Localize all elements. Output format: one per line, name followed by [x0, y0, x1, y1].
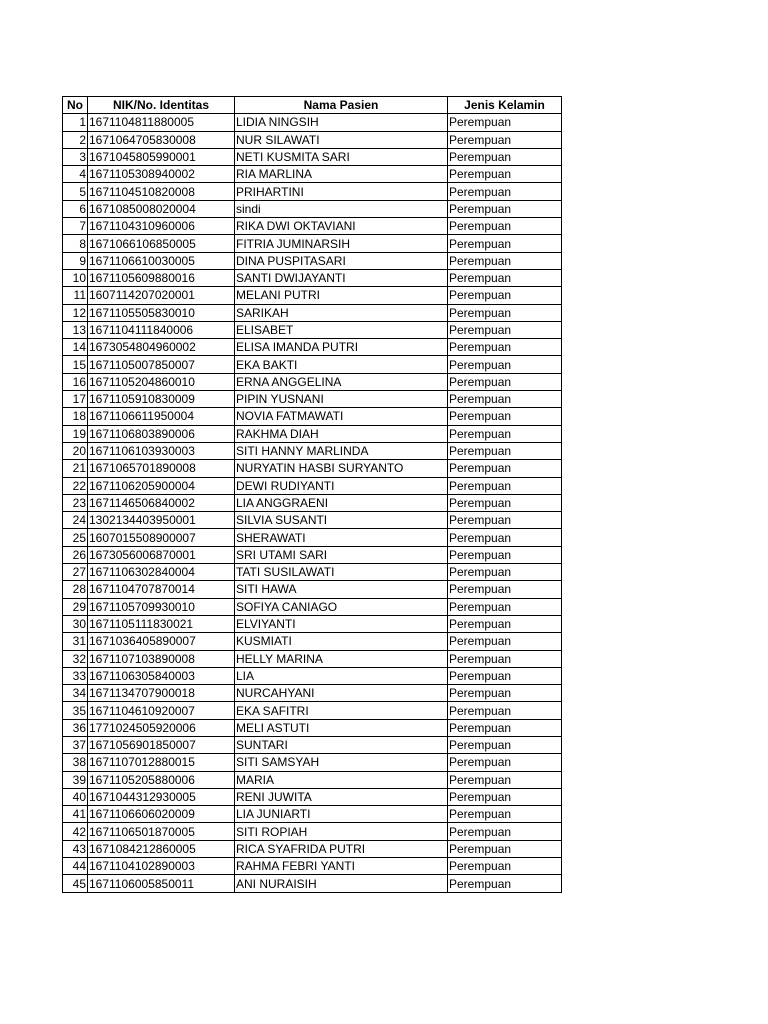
cell-jenis-kelamin: Perempuan [448, 685, 562, 702]
table-row [63, 460, 562, 477]
cell-nama-pasien: SITI HANNY MARLINDA [235, 442, 448, 459]
patient-table [62, 96, 562, 893]
cell-jenis-kelamin: Perempuan [448, 252, 562, 269]
cell-jenis-kelamin: Perempuan [448, 771, 562, 788]
header-jenis-kelamin: Jenis Kelamin [448, 97, 562, 114]
cell-no: 1 [63, 114, 88, 131]
cell-no: 45 [63, 875, 88, 892]
header-no: No [63, 97, 88, 114]
cell-jenis-kelamin: Perempuan [448, 200, 562, 217]
cell-no: 12 [63, 304, 88, 321]
cell-nik: 1671105609880016 [88, 269, 235, 286]
cell-nik: 1671084212860005 [88, 840, 235, 857]
table-row [63, 442, 562, 459]
cell-no: 37 [63, 736, 88, 753]
cell-no: 13 [63, 321, 88, 338]
cell-nama-pasien: SARIKAH [235, 304, 448, 321]
table-row [63, 408, 562, 425]
cell-jenis-kelamin: Perempuan [448, 235, 562, 252]
cell-nik: 1671107012880015 [88, 754, 235, 771]
table-row [63, 806, 562, 823]
cell-no: 21 [63, 460, 88, 477]
cell-nama-pasien: TATI SUSILAWATI [235, 564, 448, 581]
cell-nama-pasien: SOFIYA CANIAGO [235, 598, 448, 615]
table-row [63, 858, 562, 875]
cell-nama-pasien: LIDIA NINGSIH [235, 114, 448, 131]
cell-jenis-kelamin: Perempuan [448, 546, 562, 563]
cell-nik: 1671106606020009 [88, 806, 235, 823]
table-row [63, 235, 562, 252]
cell-nama-pasien: DINA PUSPITASARI [235, 252, 448, 269]
cell-no: 27 [63, 564, 88, 581]
table-body [63, 114, 562, 892]
cell-no: 10 [63, 269, 88, 286]
cell-nik: 1671104510820008 [88, 183, 235, 200]
cell-jenis-kelamin: Perempuan [448, 166, 562, 183]
cell-no: 29 [63, 598, 88, 615]
table-row [63, 615, 562, 632]
cell-nama-pasien: PRIHARTINI [235, 183, 448, 200]
cell-no: 15 [63, 356, 88, 373]
table-row [63, 529, 562, 546]
cell-nama-pasien: LIA ANGGRAENI [235, 494, 448, 511]
cell-jenis-kelamin: Perempuan [448, 788, 562, 805]
table-row [63, 391, 562, 408]
cell-nama-pasien: ELISABET [235, 321, 448, 338]
cell-no: 24 [63, 512, 88, 529]
cell-jenis-kelamin: Perempuan [448, 356, 562, 373]
table-row [63, 114, 562, 131]
cell-nama-pasien: LIA [235, 667, 448, 684]
table-row [63, 183, 562, 200]
cell-nama-pasien: SITI HAWA [235, 581, 448, 598]
cell-no: 8 [63, 235, 88, 252]
cell-nik: 1671105910830009 [88, 391, 235, 408]
cell-nama-pasien: SANTI DWIJAYANTI [235, 269, 448, 286]
cell-jenis-kelamin: Perempuan [448, 719, 562, 736]
table-row [63, 494, 562, 511]
cell-no: 28 [63, 581, 88, 598]
cell-nik: 1671066106850005 [88, 235, 235, 252]
table-row [63, 702, 562, 719]
cell-no: 2 [63, 131, 88, 148]
table-row [63, 546, 562, 563]
cell-nik: 1673054804960002 [88, 339, 235, 356]
table-row [63, 512, 562, 529]
header-row [63, 97, 562, 114]
table-row [63, 321, 562, 338]
cell-jenis-kelamin: Perempuan [448, 650, 562, 667]
cell-nik: 1771024505920006 [88, 719, 235, 736]
cell-nik: 1671134707900018 [88, 685, 235, 702]
cell-no: 40 [63, 788, 88, 805]
cell-no: 4 [63, 166, 88, 183]
cell-no: 32 [63, 650, 88, 667]
cell-nama-pasien: ANI NURAISIH [235, 875, 448, 892]
cell-nama-pasien: HELLY MARINA [235, 650, 448, 667]
table-row [63, 633, 562, 650]
cell-no: 9 [63, 252, 88, 269]
table-row [63, 269, 562, 286]
cell-no: 18 [63, 408, 88, 425]
cell-jenis-kelamin: Perempuan [448, 512, 562, 529]
cell-nik: 1302134403950001 [88, 512, 235, 529]
cell-nik: 1671106305840003 [88, 667, 235, 684]
cell-nama-pasien: NETI KUSMITA SARI [235, 148, 448, 165]
cell-jenis-kelamin: Perempuan [448, 131, 562, 148]
cell-nama-pasien: DEWI RUDIYANTI [235, 477, 448, 494]
table-row [63, 218, 562, 235]
table-row [63, 148, 562, 165]
cell-nik: 1671104310960006 [88, 218, 235, 235]
table-row [63, 685, 562, 702]
cell-no: 44 [63, 858, 88, 875]
cell-nik: 1671106611950004 [88, 408, 235, 425]
cell-no: 17 [63, 391, 88, 408]
table-row [63, 425, 562, 442]
cell-nik: 1671065701890008 [88, 460, 235, 477]
cell-nama-pasien: sindi [235, 200, 448, 217]
cell-nik: 1671106803890006 [88, 425, 235, 442]
cell-jenis-kelamin: Perempuan [448, 633, 562, 650]
cell-nik: 1671105007850007 [88, 356, 235, 373]
cell-no: 22 [63, 477, 88, 494]
cell-jenis-kelamin: Perempuan [448, 529, 562, 546]
cell-no: 30 [63, 615, 88, 632]
cell-nik: 1671105308940002 [88, 166, 235, 183]
cell-jenis-kelamin: Perempuan [448, 391, 562, 408]
cell-jenis-kelamin: Perempuan [448, 304, 562, 321]
cell-nik: 1671105205880006 [88, 771, 235, 788]
cell-no: 7 [63, 218, 88, 235]
cell-nama-pasien: RICA SYAFRIDA PUTRI [235, 840, 448, 857]
cell-no: 11 [63, 287, 88, 304]
cell-nik: 1671056901850007 [88, 736, 235, 753]
cell-nik: 1671044312930005 [88, 788, 235, 805]
cell-jenis-kelamin: Perempuan [448, 754, 562, 771]
cell-no: 35 [63, 702, 88, 719]
cell-nik: 1673056006870001 [88, 546, 235, 563]
cell-nama-pasien: RIA MARLINA [235, 166, 448, 183]
cell-no: 19 [63, 425, 88, 442]
cell-nik: 1671085008020004 [88, 200, 235, 217]
table-row [63, 823, 562, 840]
cell-nama-pasien: SITI ROPIAH [235, 823, 448, 840]
table-row [63, 840, 562, 857]
cell-jenis-kelamin: Perempuan [448, 806, 562, 823]
cell-no: 3 [63, 148, 88, 165]
header-nama-pasien: Nama Pasien [235, 97, 448, 114]
table-row [63, 875, 562, 892]
cell-no: 14 [63, 339, 88, 356]
cell-nik: 1671106005850011 [88, 875, 235, 892]
cell-no: 5 [63, 183, 88, 200]
cell-nik: 1607114207020001 [88, 287, 235, 304]
cell-nama-pasien: SRI UTAMI SARI [235, 546, 448, 563]
table-row [63, 754, 562, 771]
table-row [63, 719, 562, 736]
cell-jenis-kelamin: Perempuan [448, 287, 562, 304]
cell-nik: 1671036405890007 [88, 633, 235, 650]
cell-no: 16 [63, 373, 88, 390]
table-row [63, 564, 562, 581]
header-nik: NIK/No. Identitas [88, 97, 235, 114]
cell-nik: 1671106205900004 [88, 477, 235, 494]
cell-nama-pasien: MARIA [235, 771, 448, 788]
cell-nama-pasien: RAKHMA DIAH [235, 425, 448, 442]
cell-jenis-kelamin: Perempuan [448, 598, 562, 615]
cell-no: 39 [63, 771, 88, 788]
table-row [63, 650, 562, 667]
cell-no: 38 [63, 754, 88, 771]
cell-jenis-kelamin: Perempuan [448, 114, 562, 131]
cell-no: 42 [63, 823, 88, 840]
table-row [63, 200, 562, 217]
table-row [63, 581, 562, 598]
table-row [63, 304, 562, 321]
cell-nama-pasien: RAHMA FEBRI YANTI [235, 858, 448, 875]
table-row [63, 166, 562, 183]
cell-nik: 1671104610920007 [88, 702, 235, 719]
cell-jenis-kelamin: Perempuan [448, 564, 562, 581]
cell-no: 6 [63, 200, 88, 217]
cell-nama-pasien: RENI JUWITA [235, 788, 448, 805]
cell-jenis-kelamin: Perempuan [448, 736, 562, 753]
cell-no: 26 [63, 546, 88, 563]
cell-nama-pasien: ELVIYANTI [235, 615, 448, 632]
cell-jenis-kelamin: Perempuan [448, 494, 562, 511]
table-row [63, 339, 562, 356]
cell-nik: 1671106610030005 [88, 252, 235, 269]
cell-nama-pasien: EKA SAFITRI [235, 702, 448, 719]
cell-nik: 1671106501870005 [88, 823, 235, 840]
table-row [63, 287, 562, 304]
cell-jenis-kelamin: Perempuan [448, 269, 562, 286]
cell-nama-pasien: NURCAHYANI [235, 685, 448, 702]
table-row [63, 373, 562, 390]
cell-jenis-kelamin: Perempuan [448, 339, 562, 356]
table-row [63, 598, 562, 615]
cell-jenis-kelamin: Perempuan [448, 702, 562, 719]
cell-nik: 1671105204860010 [88, 373, 235, 390]
cell-jenis-kelamin: Perempuan [448, 823, 562, 840]
cell-nama-pasien: PIPIN YUSNANI [235, 391, 448, 408]
cell-no: 20 [63, 442, 88, 459]
cell-no: 23 [63, 494, 88, 511]
cell-nama-pasien: SHERAWATI [235, 529, 448, 546]
cell-no: 25 [63, 529, 88, 546]
cell-no: 36 [63, 719, 88, 736]
cell-nama-pasien: MELI ASTUTI [235, 719, 448, 736]
cell-nama-pasien: NURYATIN HASBI SURYANTO [235, 460, 448, 477]
cell-nik: 1671106302840004 [88, 564, 235, 581]
cell-nik: 1607015508900007 [88, 529, 235, 546]
cell-nik: 1671104811880005 [88, 114, 235, 131]
cell-jenis-kelamin: Perempuan [448, 615, 562, 632]
cell-nik: 1671107103890008 [88, 650, 235, 667]
cell-jenis-kelamin: Perempuan [448, 667, 562, 684]
cell-nik: 1671146506840002 [88, 494, 235, 511]
cell-nik: 1671105709930010 [88, 598, 235, 615]
cell-nama-pasien: RIKA DWI OKTAVIANI [235, 218, 448, 235]
table-row [63, 131, 562, 148]
cell-jenis-kelamin: Perempuan [448, 148, 562, 165]
cell-jenis-kelamin: Perempuan [448, 373, 562, 390]
cell-nama-pasien: LIA JUNIARTI [235, 806, 448, 823]
cell-nama-pasien: MELANI PUTRI [235, 287, 448, 304]
cell-nama-pasien: EKA BAKTI [235, 356, 448, 373]
cell-jenis-kelamin: Perempuan [448, 477, 562, 494]
cell-nama-pasien: KUSMIATI [235, 633, 448, 650]
cell-jenis-kelamin: Perempuan [448, 875, 562, 892]
cell-jenis-kelamin: Perempuan [448, 581, 562, 598]
cell-jenis-kelamin: Perempuan [448, 840, 562, 857]
cell-nik: 1671105505830010 [88, 304, 235, 321]
cell-jenis-kelamin: Perempuan [448, 321, 562, 338]
table-row [63, 736, 562, 753]
cell-nik: 1671045805990001 [88, 148, 235, 165]
cell-nama-pasien: NOVIA FATMAWATI [235, 408, 448, 425]
cell-jenis-kelamin: Perempuan [448, 442, 562, 459]
cell-jenis-kelamin: Perempuan [448, 858, 562, 875]
cell-jenis-kelamin: Perempuan [448, 460, 562, 477]
cell-nik: 1671104707870014 [88, 581, 235, 598]
cell-nama-pasien: ERNA ANGGELINA [235, 373, 448, 390]
cell-jenis-kelamin: Perempuan [448, 218, 562, 235]
cell-jenis-kelamin: Perempuan [448, 183, 562, 200]
cell-nik: 1671104102890003 [88, 858, 235, 875]
cell-nama-pasien: NUR SILAWATI [235, 131, 448, 148]
table-row [63, 667, 562, 684]
cell-no: 33 [63, 667, 88, 684]
cell-jenis-kelamin: Perempuan [448, 408, 562, 425]
table-row [63, 356, 562, 373]
cell-nik: 1671106103930003 [88, 442, 235, 459]
table-row [63, 252, 562, 269]
cell-no: 41 [63, 806, 88, 823]
cell-nik: 1671104111840006 [88, 321, 235, 338]
cell-no: 31 [63, 633, 88, 650]
table-row [63, 788, 562, 805]
cell-nama-pasien: SUNTARI [235, 736, 448, 753]
cell-nik: 1671064705830008 [88, 131, 235, 148]
cell-jenis-kelamin: Perempuan [448, 425, 562, 442]
table-row [63, 477, 562, 494]
cell-no: 43 [63, 840, 88, 857]
cell-nama-pasien: SILVIA SUSANTI [235, 512, 448, 529]
cell-nama-pasien: ELISA IMANDA PUTRI [235, 339, 448, 356]
cell-no: 34 [63, 685, 88, 702]
cell-nik: 1671105111830021 [88, 615, 235, 632]
cell-nama-pasien: FITRIA JUMINARSIH [235, 235, 448, 252]
cell-nama-pasien: SITI SAMSYAH [235, 754, 448, 771]
table-row [63, 771, 562, 788]
